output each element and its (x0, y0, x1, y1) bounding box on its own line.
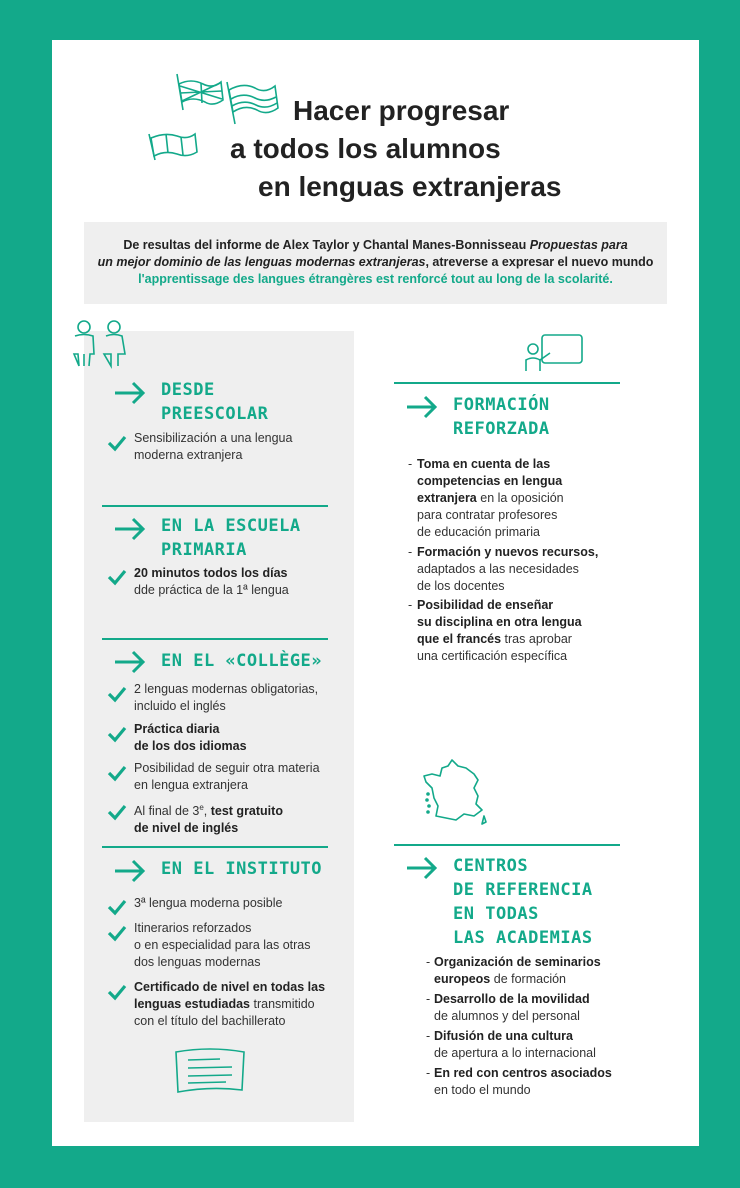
intro-normal-2: , atreverse a expresar el nuevo mundo (425, 255, 654, 269)
instituto-item-3: Certificado de nivel en todas las lenguas estudiadas transmitido con el título del bachillerato (134, 980, 326, 1028)
teacher-board-icon (524, 333, 586, 373)
intro-bold-text: De resultas del informe de Alex Taylor y Chantal Manes-Bonnisseau (123, 238, 530, 252)
college-item-2: Práctica diaria de los dos idiomas (134, 722, 247, 753)
section-centros-heading-3: EN TODAS (453, 904, 539, 924)
centros-item-3: Difusión de una cultura de apertura a lo internacional (434, 1029, 596, 1060)
dash-bullet: - (408, 598, 413, 612)
college-item-1: 2 lenguas modernas obligatorias, incluido el inglés (134, 682, 319, 713)
check-icon (107, 983, 127, 1001)
dash-bullet: - (426, 992, 431, 1006)
centros-item-1: Organización de seminarios europeos de formación (434, 955, 601, 986)
check-icon (107, 764, 127, 782)
check-icon (107, 924, 127, 942)
check-icon (107, 568, 127, 586)
dash-bullet: - (408, 545, 413, 559)
arrow-right-icon (406, 396, 438, 418)
divider (394, 382, 620, 384)
title-line-3: en lenguas extranjeras (258, 171, 562, 202)
formacion-item-1: Toma en cuenta de las competencias en lengua extranjera en la oposición para contratar profesores de educación primaria (417, 457, 564, 539)
section-centros-heading-4: LAS ACADEMIAS (453, 928, 593, 948)
check-icon (107, 685, 127, 703)
section-centros-heading-2: DE REFERENCIA (453, 880, 593, 900)
divider (394, 844, 620, 846)
dash-bullet: - (426, 1029, 431, 1043)
college-item-3: Posibilidad de seguir otra materia en lengua extranjera (134, 761, 320, 792)
instituto-item-2: Itinerarios reforzados o en especialidad para las otras dos lenguas modernas (134, 921, 311, 969)
arrow-right-icon (114, 382, 146, 404)
college-item-4: Al final de 3e, test gratuito de nivel de inglés (134, 803, 283, 836)
dash-bullet: - (426, 1066, 431, 1080)
section-instituto-heading: EN EL INSTITUTO (161, 859, 323, 879)
students-icon (70, 320, 132, 368)
preescolar-item-1: Sensibilización a una lengua moderna extranjera (134, 431, 293, 462)
formacion-item-2: Formación y nuevos recursos, adaptados a las necesidades de los docentes (417, 545, 599, 593)
intro-italic-1: Propuestas para (529, 238, 628, 252)
check-icon (107, 803, 127, 821)
intro-highlight: l'apprentissage des langues étrangères est renforcé tout au long de la scolarité. (138, 272, 613, 286)
arrow-right-icon (114, 518, 146, 540)
check-icon (107, 725, 127, 743)
section-formacion-heading-2: REFORZADA (453, 419, 550, 439)
france-map-icon (422, 758, 488, 826)
intro-box (84, 222, 667, 304)
arrow-right-icon (114, 860, 146, 882)
instituto-item-1: 3ª lengua moderna posible (134, 896, 283, 910)
divider (102, 505, 328, 507)
intro-italic-2: un mejor dominio de las lenguas modernas extranjeras (97, 255, 426, 269)
section-preescolar-heading-2: PREESCOLAR (161, 404, 269, 424)
title-line-1: Hacer progresar (293, 95, 510, 126)
divider (102, 846, 328, 848)
arrow-right-icon (406, 857, 438, 879)
section-preescolar-heading-1: DESDE (161, 380, 215, 400)
centros-item-4: En red con centros asociados en todo el mundo (434, 1066, 612, 1097)
divider (102, 638, 328, 640)
primaria-item-1: 20 minutos todos los días dde práctica de la 1ª lengua (134, 566, 289, 597)
section-centros-heading-1: CENTROS (453, 856, 529, 876)
section-primaria-heading-1: EN LA ESCUELA (161, 516, 301, 536)
formacion-item-3: Posibilidad de enseñar su disciplina en otra lengua que el francés tras aprobar una certificación específica (417, 598, 582, 663)
certificate-icon (174, 1046, 246, 1094)
section-primaria-heading-2: PRIMARIA (161, 540, 247, 560)
centros-item-2: Desarrollo de la movilidad de alumnos y del personal (434, 992, 590, 1023)
check-icon (107, 898, 127, 916)
infographic-card (52, 40, 699, 1146)
section-college-heading: EN EL «COLLÈGE» (161, 651, 323, 671)
title-line-2: a todos los alumnos (230, 133, 501, 164)
dash-bullet: - (426, 955, 431, 969)
dash-bullet: - (408, 457, 413, 471)
arrow-right-icon (114, 651, 146, 673)
section-formacion-heading-1: FORMACIÓN (453, 395, 550, 415)
check-icon (107, 434, 127, 452)
